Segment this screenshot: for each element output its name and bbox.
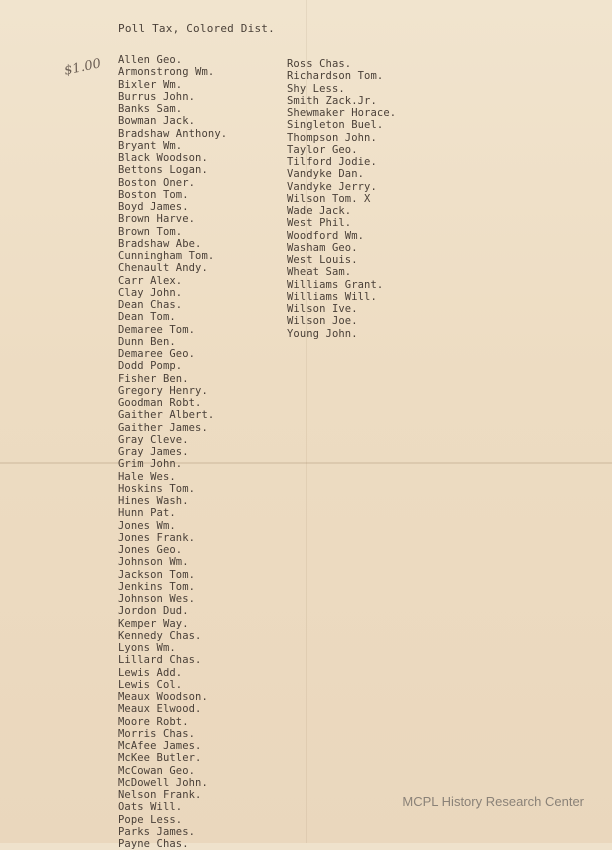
- name-entry: Ross Chas.: [287, 58, 352, 70]
- name-entry: Gray James.: [118, 446, 189, 458]
- name-entry: Dean Chas.: [118, 299, 183, 311]
- name-entry: Lyons Wm.: [118, 642, 176, 654]
- name-entry: Brown Harve.: [118, 213, 196, 226]
- name-entry: Wilson Tom. X: [287, 192, 371, 205]
- name-entry: Bixler Wm.: [118, 78, 183, 91]
- document-title: Poll Tax, Colored Dist.: [118, 22, 275, 35]
- name-entry: McDowell John.: [118, 776, 208, 789]
- name-entry: Black Woodson.: [118, 152, 208, 164]
- name-entry: Lewis Col.: [118, 678, 183, 691]
- name-entry: Bryant Wm.: [118, 139, 183, 152]
- name-entry: Bettons Logan.: [118, 164, 208, 177]
- name-entry: Demaree Geo.: [118, 348, 196, 360]
- name-entry: Payne Chas.: [118, 838, 189, 850]
- name-entry: Meaux Woodson.: [118, 691, 208, 703]
- name-entry: Thompson John.: [287, 131, 377, 144]
- name-entry: Cunningham Tom.: [118, 250, 215, 262]
- name-entry: Dunn Ben.: [118, 335, 176, 348]
- name-entry: Vandyke Jerry.: [287, 180, 377, 193]
- name-entry: Shy Less.: [287, 82, 345, 95]
- name-entry: West Phil.: [287, 217, 352, 230]
- name-entry: Singleton Buel.: [287, 119, 384, 132]
- name-entry: Gray Cleve.: [118, 433, 189, 446]
- name-entry: Woodford Wm.: [287, 229, 365, 242]
- name-entry: West Louis.: [287, 254, 358, 266]
- name-entry: Richardson Tom.: [287, 70, 384, 83]
- name-entry: Nelson Frank.: [118, 789, 202, 801]
- name-entry: Taylor Geo.: [287, 143, 358, 156]
- name-entry: Bradshaw Anthony.: [118, 127, 228, 140]
- name-entry: Tilford Jodie.: [287, 156, 377, 168]
- name-entry: Williams Grant.: [287, 278, 384, 291]
- name-entry: Boston Oner.: [118, 176, 196, 189]
- name-entry: Burrus John.: [118, 90, 196, 103]
- name-entry: Kemper Way.: [118, 617, 189, 630]
- archive-watermark: MCPL History Research Center: [402, 794, 584, 809]
- name-entry: Brown Tom.: [118, 225, 183, 238]
- name-entry: Lewis Add.: [118, 666, 183, 679]
- name-entry: Lillard Chas.: [118, 654, 202, 667]
- name-entry: Fisher Ben.: [118, 372, 189, 385]
- name-entry: Banks Sam.: [118, 103, 183, 115]
- name-entry: Pope Less.: [118, 813, 183, 826]
- name-entry: Wheat Sam.: [287, 266, 352, 279]
- name-entry: McKee Butler.: [118, 752, 202, 765]
- name-entry: Carr Alex.: [118, 274, 183, 287]
- name-entry: Wilson Joe.: [287, 315, 358, 328]
- name-entry: Bowman Jack.: [118, 115, 196, 128]
- name-entry: Boston Tom.: [118, 188, 189, 201]
- name-entry: Moore Robt.: [118, 715, 189, 728]
- name-entry: Jones Wm.: [118, 519, 176, 532]
- name-entry: Meaux Elwood.: [118, 703, 202, 716]
- name-entry: Vandyke Dan.: [287, 168, 365, 181]
- name-entry: Jones Frank.: [118, 531, 196, 544]
- name-entry: Clay John.: [118, 286, 183, 299]
- name-entry: Gregory Henry.: [118, 384, 208, 397]
- name-entry: Johnson Wes.: [118, 593, 196, 605]
- name-entry: Boyd James.: [118, 201, 189, 213]
- name-entry: McCowan Geo.: [118, 764, 196, 777]
- name-list-left-column: [118, 54, 227, 850]
- name-entry: Hines Wash.: [118, 495, 189, 507]
- name-entry: Grim John.: [118, 458, 183, 471]
- name-entry: Gaither James.: [118, 421, 208, 434]
- name-entry: Chenault Andy.: [118, 262, 208, 275]
- name-entry: Demaree Tom.: [118, 323, 196, 336]
- name-entry: Johnson Wm.: [118, 556, 189, 569]
- name-entry: Hoskins Tom.: [118, 482, 196, 495]
- name-entry: Oats Will.: [118, 801, 183, 814]
- name-entry: Wade Jack.: [287, 205, 352, 217]
- name-entry: Hunn Pat.: [118, 507, 176, 520]
- name-entry: Jackson Tom.: [118, 568, 196, 581]
- name-entry: Washam Geo.: [287, 241, 358, 254]
- name-entry: Goodman Robt.: [118, 397, 202, 409]
- name-entry: Young John.: [287, 327, 358, 340]
- name-entry: Morris Chas.: [118, 727, 196, 740]
- name-entry: McAfee James.: [118, 740, 202, 752]
- handwritten-note: $1.00: [62, 56, 103, 79]
- name-entry: Hale Wes.: [118, 470, 176, 483]
- name-entry: Wilson Ive.: [287, 303, 358, 315]
- name-entry: Smith Zack.Jr.: [287, 94, 377, 107]
- name-entry: Gaither Albert.: [118, 409, 215, 422]
- name-entry: Dean Tom.: [118, 311, 176, 324]
- name-entry: Williams Will.: [287, 290, 377, 303]
- name-entry: Jenkins Tom.: [118, 580, 196, 593]
- name-entry: Jones Geo.: [118, 544, 183, 556]
- name-entry: Parks James.: [118, 825, 196, 838]
- name-entry: Allen Geo.: [118, 54, 183, 66]
- name-list-right-column: [287, 58, 396, 340]
- name-entry: Bradshaw Abe.: [118, 237, 202, 250]
- name-entry: Kennedy Chas.: [118, 629, 202, 642]
- name-entry: Dodd Pomp.: [118, 360, 183, 373]
- name-entry: Armonstrong Wm.: [118, 66, 215, 79]
- name-entry: Shewmaker Horace.: [287, 107, 397, 119]
- name-entry: Jordon Dud.: [118, 605, 189, 618]
